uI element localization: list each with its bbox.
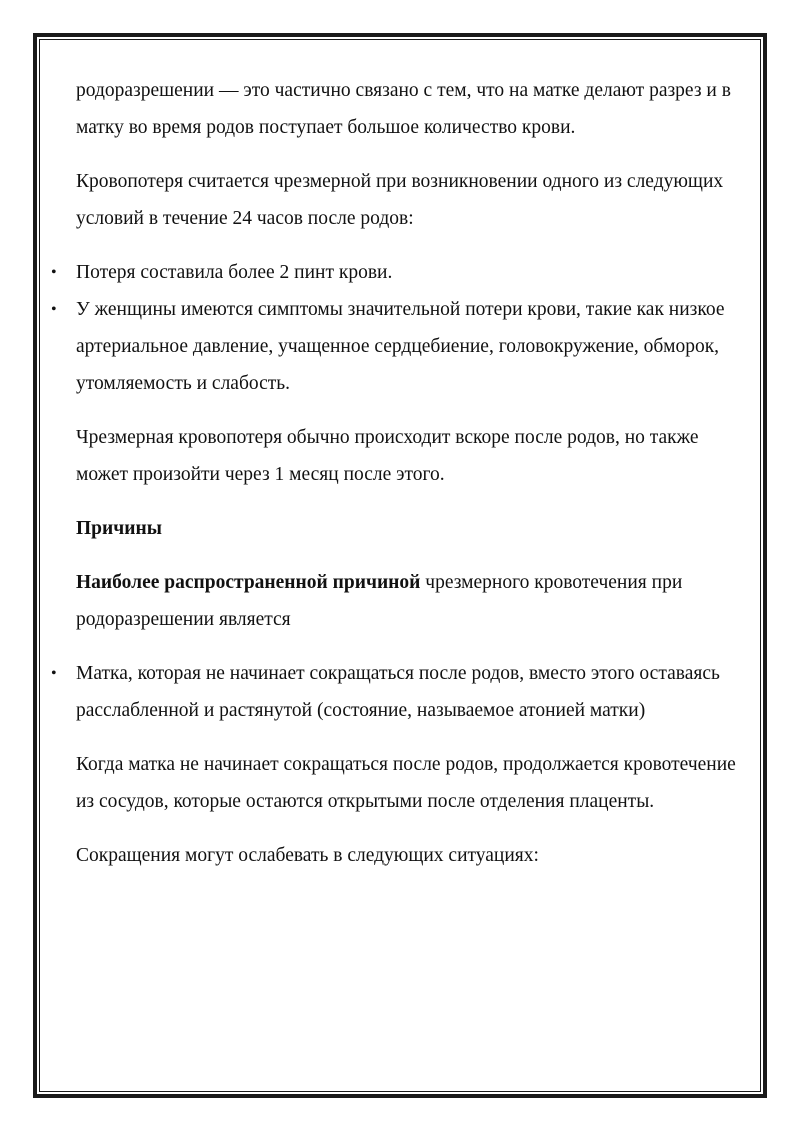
section-heading-causes: Причины	[76, 518, 162, 539]
list-item	[51, 655, 736, 729]
causes-intro-rest: чрезмерного кровотечения при родоразрешении является	[76, 572, 683, 630]
atony-paragraph: Когда матка не начинает сокращаться после родов, продолжается кровотечение из сосудов, которые остаются открытыми после отделения плаценты.	[76, 754, 736, 812]
timing-paragraph: Чрезмерная кровопотеря обычно происходит вскоре после родов, но также может произойти через 1 месяц после этого.	[76, 427, 699, 485]
bullet-icon: •	[51, 301, 57, 318]
bullet-icon: •	[51, 264, 57, 281]
list-item	[51, 254, 736, 291]
criteria-intro-paragraph: Кровопотеря считается чрезмерной при возникновении одного из следующих условий в течение 24 часов после родов:	[76, 171, 724, 229]
criteria-list	[51, 254, 736, 402]
bullet-icon: •	[51, 665, 57, 682]
list-item-text: Матка, которая не начинает сокращаться после родов, вместо этого оставаясь расслабленной и растянутой (состояние, называемое атонией матки)	[76, 663, 720, 721]
causes-intro-bold: Наиболее распространенной причиной	[76, 572, 421, 593]
causes-list	[51, 655, 736, 729]
list-item-text: У женщины имеются симптомы значительной потери крови, такие как низкое артериальное давление, учащенное сердцебиение, головокружение, обморок, утомляемость и слабость.	[76, 299, 725, 394]
list-item	[51, 291, 736, 402]
continuation-paragraph: родоразрешении — это частично связано с тем, что на матке делают разрез и в матку во время родов поступает большое количество крови.	[76, 80, 731, 138]
situations-intro-paragraph: Сокращения могут ослабевать в следующих ситуациях:	[76, 845, 539, 866]
causes-intro-paragraph	[76, 564, 736, 638]
document-body	[51, 72, 736, 874]
list-item-text: Потеря составила более 2 пинт крови.	[76, 262, 393, 283]
